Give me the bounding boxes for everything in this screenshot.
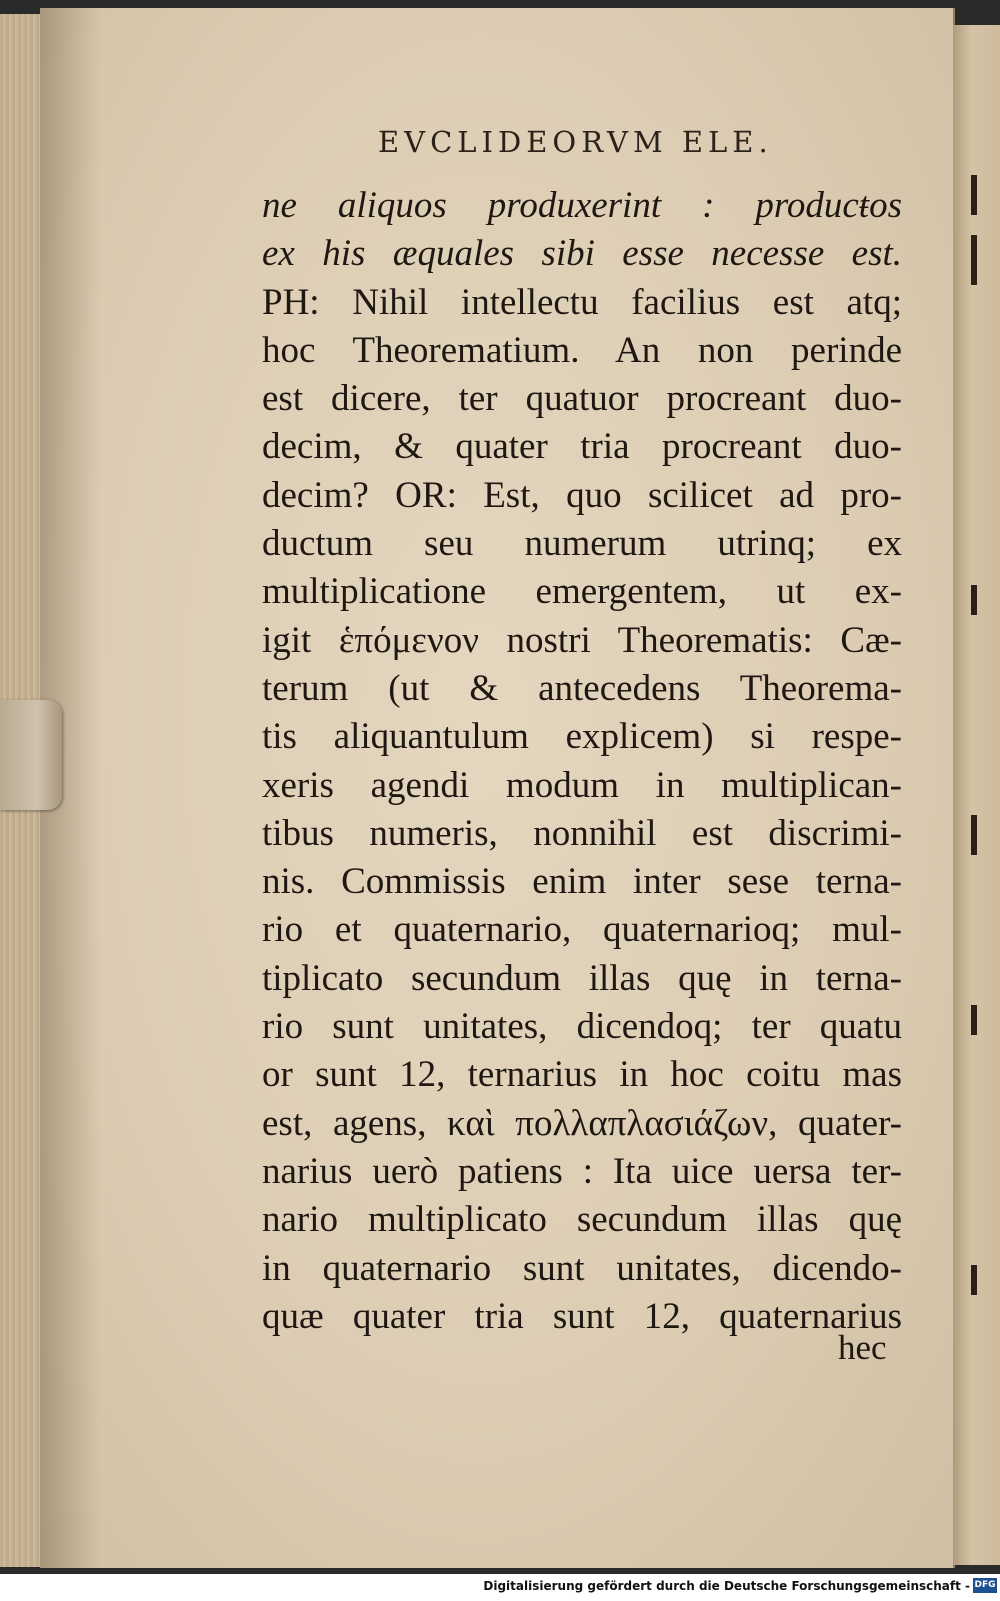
running-head: EVCLIDEORVM ELE. (378, 125, 773, 159)
text-line: terum (ut & antecedens Theorema- (262, 667, 902, 709)
text-line: rio et quaternario, quaternarioq; mul- (262, 909, 902, 951)
text-line: quæ quater tria sunt 12, quaternarius (262, 1295, 902, 1337)
text-line: or sunt 12, ternarius in hoc coitu mas (262, 1054, 902, 1096)
text-line: rio sunt unitates, dicendoq; ter quatu (262, 1006, 902, 1048)
text-line: decim, & quater tria procreant duo- (262, 426, 902, 468)
catchword: hec (838, 1328, 887, 1367)
facing-page-edge (953, 25, 1000, 1565)
text-line: nario multiplicato secundum illas quę (262, 1199, 902, 1241)
text-line: nis. Commissis enim inter sese terna- (262, 861, 902, 903)
text-line: tibus numeris, nonnihil est discrimi- (262, 812, 902, 854)
dfg-logo: DFG (973, 1578, 997, 1593)
text-line: narius uerò patiens : Ita uice uersa ter- (262, 1150, 902, 1192)
text-line: multiplicatione emergentem, ut ex- (262, 571, 902, 613)
text-line: igit ἑπόμενον nostri Theorematis: Cæ- (262, 619, 902, 661)
body-text (262, 182, 902, 1341)
text-line: est, agens, καὶ πολλαπλασιάζων, quater- (262, 1102, 902, 1144)
text-line: xeris agendi modum in multiplican- (262, 764, 902, 806)
digitization-credit: Digitalisierung gefördert durch die Deutsche Forschungsgemeinschaft - (483, 1579, 970, 1593)
text-line: est dicere, ter quatuor procreant duo- (262, 378, 902, 420)
page-clip (0, 700, 62, 810)
text-line: ne aliquos produxerint : producŧos (262, 185, 902, 226)
text-line: ductum seu numerum utrinq; ex (262, 523, 902, 565)
text-line: decim? OR: Est, quo scilicet ad pro- (262, 474, 902, 516)
text-line: hoc Theorematium. An non perinde (262, 329, 902, 371)
text-line: PH: Nihil intellectu facilius est atq; (262, 281, 902, 323)
text-line: ex his æquales sibi esse necesse est. (262, 233, 902, 275)
text-line: tiplicato secundum illas quę in terna- (262, 957, 902, 999)
text-line: in quaternario sunt unitates, dicendo- (262, 1247, 902, 1289)
text-line: tis aliquantulum explicem) si respe- (262, 716, 902, 758)
